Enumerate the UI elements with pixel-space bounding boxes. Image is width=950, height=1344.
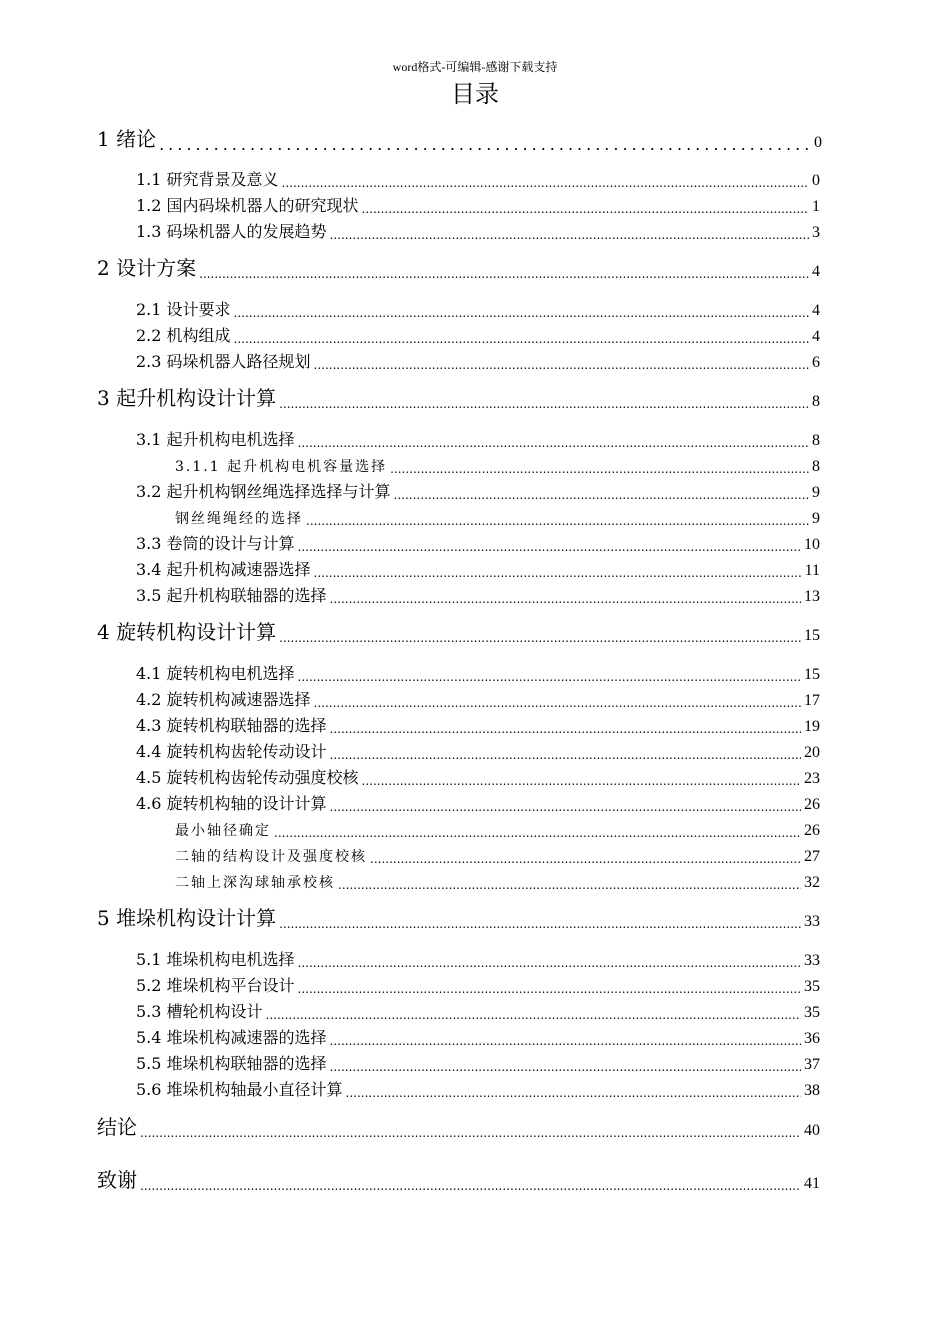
toc-leader-dots (234, 307, 809, 320)
toc-entry-label: 4.2 旋转机构减速器选择 (136, 690, 311, 709)
toc-entry-page: 8 (812, 432, 820, 449)
toc-entry-page: 8 (812, 458, 820, 475)
toc-entry[interactable] (97, 126, 822, 152)
toc-leader-dots (298, 957, 801, 970)
toc-entry[interactable] (136, 742, 820, 762)
toc-leader-dots (346, 1087, 801, 1100)
toc-entry-page: 4 (812, 302, 820, 319)
toc-entry-label: 5.6 堆垛机构轴最小直径计算 (136, 1080, 343, 1099)
toc-entry[interactable] (175, 508, 820, 528)
toc-entry-page: 36 (804, 1030, 820, 1047)
toc-leader-dots (306, 515, 809, 528)
toc-leader-dots (314, 359, 809, 372)
toc-entry-page: 35 (804, 978, 820, 995)
toc-entry-page: 9 (812, 510, 820, 527)
toc-entry-label: 3.4 起升机构减速器选择 (136, 560, 311, 579)
toc-entry[interactable] (136, 534, 820, 554)
toc-entry-page: 4 (812, 328, 820, 345)
toc-entry-label: 4.1 旋转机构电机选择 (136, 664, 295, 683)
toc-entry-label: 4.3 旋转机构联轴器的选择 (136, 716, 327, 735)
toc-entry-label: 5.1 堆垛机构电机选择 (136, 950, 295, 969)
toc-leader-dots (362, 203, 809, 216)
toc-entry-label: 5.2 堆垛机构平台设计 (136, 976, 295, 995)
toc-entry-label: 2.1 设计要求 (136, 300, 231, 319)
page-title: 目录 (451, 80, 499, 108)
toc-entry-page: 8 (812, 393, 820, 410)
toc-entry[interactable] (136, 664, 820, 684)
toc-entry[interactable] (136, 1080, 820, 1100)
toc-entry-label: 结论 (97, 1115, 137, 1139)
toc-leader-dots (370, 853, 801, 866)
toc-entry-page: 32 (804, 874, 820, 891)
toc-leader-dots (298, 437, 809, 450)
toc-leader-dots (282, 177, 809, 190)
toc-entry-label: 最小轴径确定 (175, 823, 271, 839)
toc-entry[interactable] (175, 846, 820, 866)
toc-entry-page: 38 (804, 1082, 820, 1099)
toc-entry-page: 15 (804, 666, 820, 683)
toc-entry-label: 5 堆垛机构设计计算 (97, 906, 277, 930)
toc-leader-dots (330, 1035, 801, 1048)
toc-leader-dots (298, 671, 801, 684)
toc-entry-label: 4.4 旋转机构齿轮传动设计 (136, 742, 327, 761)
toc-entry[interactable] (136, 352, 820, 372)
toc-entry[interactable] (136, 196, 820, 216)
toc-entry[interactable] (136, 430, 820, 450)
toc-entry[interactable] (136, 1028, 820, 1048)
toc-entry[interactable] (136, 482, 820, 502)
toc-entry-page: 3 (812, 224, 820, 241)
toc-leader-dots (274, 827, 801, 840)
toc-entry-page: 15 (804, 627, 820, 644)
toc-entry-page: 0 (812, 172, 820, 189)
toc-leader-dots (298, 983, 801, 996)
toc-entry-label: 3.1.1 起升机构电机容量选择 (175, 459, 388, 475)
toc-leader-dots (140, 1179, 801, 1193)
toc-entry[interactable] (136, 950, 820, 970)
toc-entry-label: 4.5 旋转机构齿轮传动强度校核 (136, 768, 359, 787)
toc-entry-label: 二轴上深沟球轴承校核 (175, 875, 335, 891)
toc-entry-page: 6 (812, 354, 820, 371)
toc-leader-dots (330, 593, 801, 606)
toc-leader-dots (338, 879, 801, 892)
toc-entry-page: 20 (804, 744, 820, 761)
toc-entry-page: 26 (804, 796, 820, 813)
toc-entry[interactable] (97, 1114, 820, 1140)
toc-entry-label: 1.2 国内码垛机器人的研究现状 (136, 196, 359, 215)
toc-entry-label: 1 绪论 (97, 127, 157, 151)
toc-leader-dots (330, 801, 801, 814)
toc-leader-dots (314, 567, 802, 580)
toc-leader-dots (279, 631, 801, 645)
toc-entry[interactable] (175, 456, 820, 476)
toc-leader-dots (140, 1126, 801, 1140)
toc-entry-label: 2 设计方案 (97, 256, 197, 280)
toc-entry-label: 5.4 堆垛机构减速器的选择 (136, 1028, 327, 1047)
toc-entry[interactable] (136, 300, 820, 320)
toc-entry-label: 4 旋转机构设计计算 (97, 620, 277, 644)
toc-entry-label: 4.6 旋转机构轴的设计计算 (136, 794, 327, 813)
toc-entry-page: 26 (804, 822, 820, 839)
toc-entry-page: 40 (804, 1122, 820, 1139)
toc-leader-dots (159, 138, 811, 152)
toc-leader-dots (314, 697, 801, 710)
toc-entry-label: 1.3 码垛机器人的发展趋势 (136, 222, 327, 241)
toc-leader-dots (279, 397, 809, 411)
toc-leader-dots (279, 917, 801, 931)
toc-entry[interactable] (175, 820, 820, 840)
toc-entry-label: 1.1 研究背景及意义 (136, 170, 279, 189)
toc-entry-label: 3 起升机构设计计算 (97, 386, 277, 410)
toc-entry-label: 3.2 起升机构钢丝绳选择选择与计算 (136, 482, 391, 501)
toc-entry[interactable] (136, 768, 820, 788)
toc-leader-dots (234, 333, 809, 346)
toc-entry-page: 4 (812, 263, 820, 280)
toc-entry[interactable] (136, 586, 820, 606)
toc-entry-page: 19 (804, 718, 820, 735)
toc-entry-page: 13 (804, 588, 820, 605)
toc-entry-page: 1 (812, 198, 820, 215)
toc-leader-dots (330, 749, 801, 762)
toc-entry-page: 9 (812, 484, 820, 501)
toc-entry[interactable] (136, 976, 820, 996)
toc-entry[interactable] (136, 222, 820, 242)
toc-entry-page: 10 (804, 536, 820, 553)
toc-entry-page: 33 (804, 952, 820, 969)
toc-entry-page: 41 (804, 1175, 820, 1192)
toc-entry[interactable] (136, 1054, 820, 1074)
toc-entry[interactable] (175, 872, 820, 892)
toc-entry-label: 2.3 码垛机器人路径规划 (136, 352, 311, 371)
toc-entry-label: 二轴的结构设计及强度校核 (175, 849, 367, 865)
toc-entry[interactable] (97, 1167, 820, 1193)
toc-entry-label: 5.3 槽轮机构设计 (136, 1002, 263, 1021)
toc-entry-label: 3.1 起升机构电机选择 (136, 430, 295, 449)
toc-entry-label: 5.5 堆垛机构联轴器的选择 (136, 1054, 327, 1073)
toc-entry-label: 3.5 起升机构联轴器的选择 (136, 586, 327, 605)
toc-leader-dots (330, 229, 809, 242)
toc-entry[interactable] (136, 716, 820, 736)
toc-entry[interactable] (136, 326, 820, 346)
toc-leader-dots (330, 1061, 801, 1074)
header-note: word格式-可编辑-感谢下载支持 (392, 60, 558, 74)
toc-entry-label: 2.2 机构组成 (136, 326, 231, 345)
toc-entry[interactable] (136, 1002, 820, 1022)
toc-leader-dots (394, 489, 809, 502)
toc-entry-page: 27 (804, 848, 820, 865)
toc-entry-page: 33 (804, 913, 820, 930)
toc-entry[interactable] (136, 794, 820, 814)
toc-entry-page: 37 (804, 1056, 820, 1073)
toc-entry-page: 17 (804, 692, 820, 709)
toc-entry[interactable] (97, 385, 820, 411)
toc-leader-dots (199, 267, 809, 281)
toc-entry-label: 致谢 (97, 1168, 137, 1192)
toc-entry[interactable] (136, 170, 820, 190)
toc-entry[interactable] (136, 560, 820, 580)
toc-entry-page: 0 (814, 134, 822, 151)
toc-entry-page: 35 (804, 1004, 820, 1021)
toc-entry-page: 11 (804, 562, 820, 579)
toc-entry-page: 23 (804, 770, 820, 787)
toc-leader-dots (298, 541, 801, 554)
toc-entry[interactable] (97, 905, 820, 931)
toc-entry[interactable] (97, 255, 820, 281)
toc-leader-dots (266, 1009, 801, 1022)
toc-entry[interactable] (97, 619, 820, 645)
toc-entry-label: 钢丝绳绳经的选择 (175, 511, 303, 527)
toc-leader-dots (330, 723, 801, 736)
toc-entry-label: 3.3 卷筒的设计与计算 (136, 534, 295, 553)
toc-leader-dots (362, 775, 801, 788)
toc-leader-dots (390, 463, 809, 476)
toc-entry[interactable] (136, 690, 820, 710)
